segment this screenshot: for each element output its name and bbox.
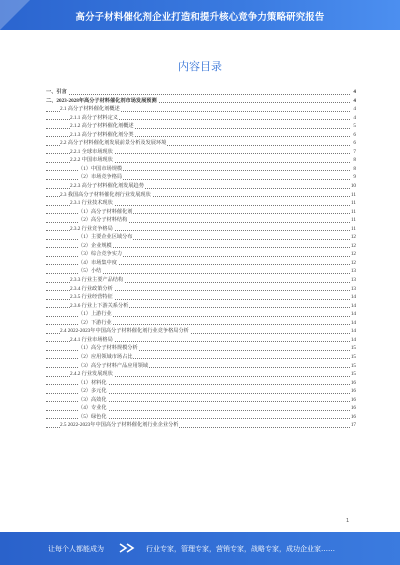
toc-entry[interactable] xyxy=(46,105,356,114)
toc-entry[interactable] xyxy=(46,156,356,165)
toc-entry-label: 2.2 高分子材料催化剂发展前景分析及发展环境 xyxy=(60,140,167,147)
toc-entry-page: 17 xyxy=(350,422,356,429)
toc-entry-label: （1）主要企业区域分布 xyxy=(78,234,133,241)
toc-entry-page: 9 xyxy=(353,174,356,181)
toc-entry-label: （1）材料化 xyxy=(78,379,107,386)
toc-entry[interactable] xyxy=(46,122,356,131)
toc-entry-label: 一、引言 xyxy=(46,89,67,95)
footer-slogan: 让每个人都能成为 xyxy=(48,545,104,553)
toc-entry-page: 16 xyxy=(350,413,356,420)
toc-entry-label: （5）绿色化 xyxy=(78,413,107,420)
toc-entry[interactable] xyxy=(46,97,356,106)
toc-entry[interactable] xyxy=(46,250,356,259)
toc-entry-label: （2）市场竞争格局 xyxy=(78,174,123,181)
toc-entry[interactable] xyxy=(46,285,356,294)
toc-entry-label: 2.1.2 高分子材料催化剂概述 xyxy=(70,123,134,130)
toc-entry-label: 2.4 2022-2023年中国高分子材料催化剂行业竞争格局分析 xyxy=(60,328,189,335)
toc-entry-label: （1）上游行业 xyxy=(78,311,112,318)
toc-entry-page: 12 xyxy=(350,242,356,249)
toc-entry-label: （2）高分子材料结构 xyxy=(78,217,128,224)
toc-entry-page: 14 xyxy=(350,328,356,335)
toc-entry-page: 5 xyxy=(353,123,356,130)
toc-entry[interactable] xyxy=(46,233,356,242)
toc-entry[interactable] xyxy=(46,139,356,148)
toc-entry[interactable] xyxy=(46,319,356,328)
toc-entry[interactable] xyxy=(46,267,356,276)
toc-entry[interactable] xyxy=(46,336,356,345)
toc-entry-page: 7 xyxy=(353,148,356,155)
toc-entry[interactable] xyxy=(46,88,356,97)
toc-entry-page: 15 xyxy=(350,362,356,369)
toc-entry-page: 12 xyxy=(350,234,356,241)
page-number: 1 xyxy=(346,518,350,524)
toc-entry[interactable] xyxy=(46,370,356,379)
toc-entry[interactable] xyxy=(46,225,356,234)
toc-entry-page: 13 xyxy=(350,277,356,284)
toc-entry[interactable] xyxy=(46,208,356,217)
toc-entry-label: （3）综合竞争实力 xyxy=(78,251,123,258)
toc-entry-page: 8 xyxy=(353,165,356,172)
toc-entry[interactable] xyxy=(46,362,356,371)
toc-entry-label: 2.4.2 行业发展现状 xyxy=(70,371,113,378)
toc-entry-label: 2.1.3 高分子材料催化剂分类 xyxy=(70,131,134,138)
toc-entry-page: 4 xyxy=(353,89,356,95)
toc-entry-page: 16 xyxy=(350,379,356,386)
toc-entry[interactable] xyxy=(46,131,356,140)
toc-entry[interactable] xyxy=(46,114,356,123)
toc-entry-label: 2.5 2022-2023年中国高分子材料催化剂行业企业分析 xyxy=(60,422,179,429)
toc-entry-page: 16 xyxy=(350,405,356,412)
toc-entry-page: 14 xyxy=(350,294,356,301)
toc-entry-page: 4 xyxy=(353,106,356,113)
toc-entry[interactable] xyxy=(46,302,356,311)
toc-entry-label: （3）高效化 xyxy=(78,396,107,403)
toc-entry-label: 2.4.1 行业市场格局 xyxy=(70,336,113,343)
toc-entry-label: （5）小结 xyxy=(78,268,102,275)
toc-entry[interactable] xyxy=(46,165,356,174)
toc-entry[interactable] xyxy=(46,387,356,396)
toc-entry-label: （2）应用领域市场占比 xyxy=(78,353,133,360)
toc-entry-label: 二、2023-2028年高分子材料催化剂市场发展预测 xyxy=(46,97,157,104)
toc-entry-label: （4）专业化 xyxy=(78,405,107,412)
toc-entry[interactable] xyxy=(46,293,356,302)
toc-entry[interactable] xyxy=(46,191,356,200)
toc-entry-page: 8 xyxy=(353,157,356,164)
toc-entry-label: 2.3.2 行业竞争格局 xyxy=(70,225,113,232)
toc-entry-label: 2.3.4 行业政策分析 xyxy=(70,285,113,292)
toc-entry-label: （2）多元化 xyxy=(78,388,107,395)
toc-entry[interactable] xyxy=(46,379,356,388)
toc-entry-label: 2.2.1 全球市场现状 xyxy=(70,148,113,155)
toc-entry-page: 15 xyxy=(350,345,356,352)
toc-entry-label: 2.2.2 中国市场现状 xyxy=(70,157,113,164)
toc-entry[interactable] xyxy=(46,421,356,430)
toc-entry-page: 11 xyxy=(351,225,356,232)
toc-entry[interactable] xyxy=(46,242,356,251)
toc-entry[interactable] xyxy=(46,182,356,191)
toc-entry-label: （2）企业规模 xyxy=(78,242,112,249)
toc-entry-page: 11 xyxy=(351,217,356,224)
toc-entry[interactable] xyxy=(46,327,356,336)
toc-entry-label: （1）高分子材料规模分析 xyxy=(78,345,138,352)
arrow-icon xyxy=(118,542,136,554)
toc-entry[interactable] xyxy=(46,199,356,208)
toc-entry-label: （1）中国市场规模 xyxy=(78,165,123,172)
toc-entry[interactable] xyxy=(46,276,356,285)
toc-title: 内容目录 xyxy=(178,60,222,73)
toc-entry-page: 14 xyxy=(350,311,356,318)
toc-entry-label: （1）高分子材料催化剂 xyxy=(78,208,133,215)
report-title: 高分子材料催化剂企业打造和提升核心竞争力策略研究报告 xyxy=(75,12,325,23)
toc-entry[interactable] xyxy=(46,413,356,422)
toc-entry-page: 13 xyxy=(350,268,356,275)
toc-entry-page: 14 xyxy=(350,319,356,326)
dot-leader xyxy=(46,94,350,95)
footer-roles: 行业专家，管理专家，营销专家，战略专家，成功企业家…… xyxy=(146,545,335,553)
toc-entry[interactable] xyxy=(46,310,356,319)
toc-entry-page: 4 xyxy=(353,114,356,121)
toc-entry-page: 14 xyxy=(350,302,356,309)
toc-entry-page: 14 xyxy=(350,336,356,343)
toc-entry-page: 6 xyxy=(353,140,356,147)
toc-entry[interactable] xyxy=(46,259,356,268)
toc-entry-label: 2.1 高分子材料催化剂概述 xyxy=(60,106,120,113)
toc-entry-page: 12 xyxy=(350,251,356,258)
table-of-contents xyxy=(46,88,356,430)
toc-entry-label: 2.3.1 行业技术现状 xyxy=(70,200,113,207)
toc-entry-page: 12 xyxy=(350,259,356,266)
toc-entry[interactable] xyxy=(46,396,356,405)
toc-entry[interactable] xyxy=(46,353,356,362)
toc-entry-label: （4）市场集中度 xyxy=(78,259,117,266)
toc-entry-page: 16 xyxy=(350,388,356,395)
toc-entry-label: （3）高分子材料产品应用领域 xyxy=(78,362,149,369)
toc-entry-label: 2.3.5 行业经营特征 xyxy=(70,294,113,301)
toc-entry[interactable] xyxy=(46,216,356,225)
toc-entry-label: 2.3 我国高分子材料催化剂行业发展现状 xyxy=(60,191,151,198)
toc-entry[interactable] xyxy=(46,344,356,353)
toc-entry[interactable] xyxy=(46,148,356,157)
toc-entry-page: 11 xyxy=(351,191,356,198)
toc-entry[interactable] xyxy=(46,173,356,182)
toc-entry-page: 10 xyxy=(350,183,356,190)
toc-entry-label: （2）下游行业 xyxy=(78,319,112,326)
toc-entry-label: 2.3.3 行业主要产品结构 xyxy=(70,277,124,284)
toc-entry-label: 2.3.6 行业上下游关系分析 xyxy=(70,302,129,309)
toc-entry[interactable] xyxy=(46,404,356,413)
toc-entry-page: 6 xyxy=(353,131,356,138)
footer-banner xyxy=(0,532,400,565)
toc-entry-page: 16 xyxy=(350,396,356,403)
toc-entry-page: 11 xyxy=(351,200,356,207)
toc-entry-page: 15 xyxy=(350,353,356,360)
toc-entry-page: 15 xyxy=(350,371,356,378)
toc-entry-label: 2.1.1 高分子材料定义 xyxy=(70,114,118,121)
toc-entry-page: 13 xyxy=(350,285,356,292)
toc-entry-page: 4 xyxy=(353,97,356,104)
header-banner xyxy=(0,0,400,30)
toc-entry-label: 2.2.3 高分子材料催化剂发展趋势 xyxy=(70,183,144,190)
toc-entry-page: 11 xyxy=(351,208,356,215)
